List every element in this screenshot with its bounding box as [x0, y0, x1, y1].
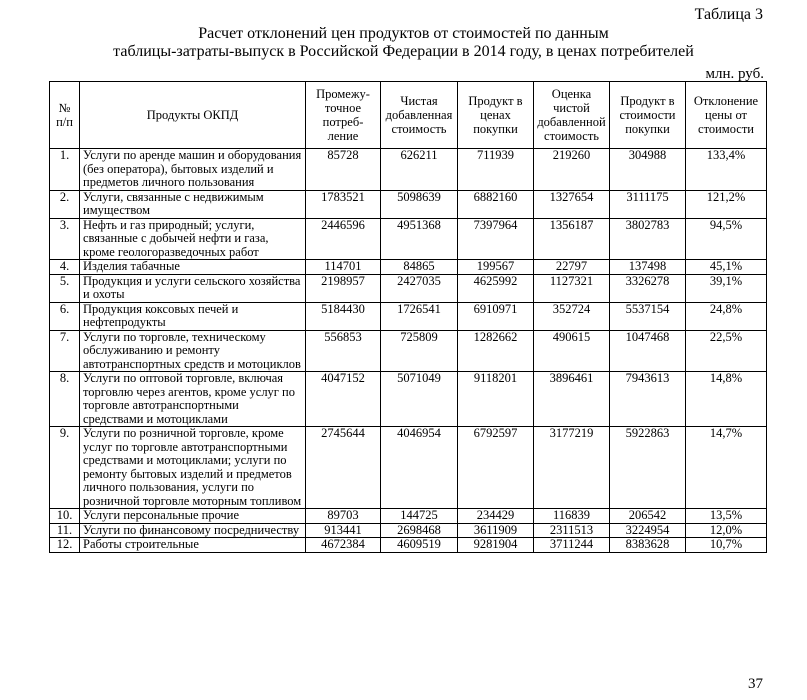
cost-price-cell: 3802783 — [610, 218, 686, 260]
purchase-price-cell: 711939 — [458, 149, 534, 191]
intermediate-consumption-cell: 556853 — [306, 330, 381, 372]
purchase-price-cell: 7397964 — [458, 218, 534, 260]
price-deviation-cell: 39,1% — [686, 274, 767, 302]
row-number-cell: 8. — [50, 372, 80, 427]
table-row — [50, 260, 767, 275]
header-deviation: Отклонение цены от стоимости — [686, 82, 767, 149]
row-number-cell: 1. — [50, 149, 80, 191]
header-row — [50, 82, 767, 149]
value-added-cell: 4951368 — [381, 218, 458, 260]
cost-price-cell: 5537154 — [610, 302, 686, 330]
product-name-cell: Продукция коксовых печей и нефтепродукты — [80, 302, 306, 330]
price-deviation-cell: 24,8% — [686, 302, 767, 330]
row-number-cell: 4. — [50, 260, 80, 275]
product-name-cell: Нефть и газ природный; услуги, связанные с добычей нефти и газа, кроме геологоразведочных работ — [80, 218, 306, 260]
cost-price-cell: 3111175 — [610, 190, 686, 218]
price-deviation-cell: 133,4% — [686, 149, 767, 191]
intermediate-consumption-cell: 114701 — [306, 260, 381, 275]
value-added-estimate-cell: 2311513 — [534, 523, 610, 538]
value-added-cell: 144725 — [381, 509, 458, 524]
table-label: Таблица 3 — [694, 6, 763, 23]
title-line-2: таблицы-затраты-выпуск в Российской Федерации в 2014 году, в ценах потребителей — [113, 43, 694, 60]
price-deviation-cell: 22,5% — [686, 330, 767, 372]
value-added-cell: 4609519 — [381, 538, 458, 553]
cost-price-cell: 5922863 — [610, 427, 686, 509]
header-intermediate: Промежу-точное потреб-ление — [306, 82, 381, 149]
purchase-price-cell: 199567 — [458, 260, 534, 275]
product-name-cell: Продукция и услуги сельского хозяйства и охоты — [80, 274, 306, 302]
price-deviation-cell: 14,8% — [686, 372, 767, 427]
intermediate-consumption-cell: 913441 — [306, 523, 381, 538]
value-added-estimate-cell: 3711244 — [534, 538, 610, 553]
table-row — [50, 274, 767, 302]
value-added-estimate-cell: 3177219 — [534, 427, 610, 509]
intermediate-consumption-cell: 4047152 — [306, 372, 381, 427]
cost-price-cell: 3224954 — [610, 523, 686, 538]
intermediate-consumption-cell: 2198957 — [306, 274, 381, 302]
product-name-cell: Услуги по торговле, техническому обслуживанию и ремонту автотранспортных средств и мотоциклов — [80, 330, 306, 372]
cost-price-cell: 3326278 — [610, 274, 686, 302]
product-name-cell: Услуги по оптовой торговле, включая торговлю через агентов, кроме услуг по торговле автотранспортными средствами и мотоциклами — [80, 372, 306, 427]
deviation-table — [49, 81, 767, 553]
row-number-cell: 9. — [50, 427, 80, 509]
value-added-estimate-cell: 3896461 — [534, 372, 610, 427]
value-added-estimate-cell: 1127321 — [534, 274, 610, 302]
table-body — [50, 149, 767, 553]
value-added-estimate-cell: 22797 — [534, 260, 610, 275]
units-label: млн. руб. — [705, 66, 764, 82]
purchase-price-cell: 6882160 — [458, 190, 534, 218]
purchase-price-cell: 234429 — [458, 509, 534, 524]
row-number-cell: 10. — [50, 509, 80, 524]
header-purchase-price: Продукт в ценах покупки — [458, 82, 534, 149]
value-added-cell: 1726541 — [381, 302, 458, 330]
purchase-price-cell: 6792597 — [458, 427, 534, 509]
purchase-price-cell: 9281904 — [458, 538, 534, 553]
price-deviation-cell: 45,1% — [686, 260, 767, 275]
cost-price-cell: 137498 — [610, 260, 686, 275]
price-deviation-cell: 14,7% — [686, 427, 767, 509]
value-added-estimate-cell: 219260 — [534, 149, 610, 191]
row-number-cell: 5. — [50, 274, 80, 302]
intermediate-consumption-cell: 85728 — [306, 149, 381, 191]
intermediate-consumption-cell: 89703 — [306, 509, 381, 524]
table-row — [50, 218, 767, 260]
intermediate-consumption-cell: 1783521 — [306, 190, 381, 218]
table-row — [50, 372, 767, 427]
value-added-cell: 626211 — [381, 149, 458, 191]
value-added-estimate-cell: 1356187 — [534, 218, 610, 260]
cost-price-cell: 304988 — [610, 149, 686, 191]
title-line-1: Расчет отклонений цен продуктов от стоимостей по данным — [198, 25, 609, 42]
price-deviation-cell: 94,5% — [686, 218, 767, 260]
product-name-cell: Услуги по розничной торговле, кроме услуг по торговле автотранспортными средствами и мотоциклами; услуги по ремонту бытовых изделий и предметов личного пользования, услуги по розничной торговле моторным топливом — [80, 427, 306, 509]
price-deviation-cell: 10,7% — [686, 538, 767, 553]
purchase-price-cell: 9118201 — [458, 372, 534, 427]
value-added-estimate-cell: 116839 — [534, 509, 610, 524]
product-name-cell: Услуги персональные прочие — [80, 509, 306, 524]
table-row — [50, 302, 767, 330]
table-row — [50, 190, 767, 218]
value-added-cell: 2698468 — [381, 523, 458, 538]
intermediate-consumption-cell: 4672384 — [306, 538, 381, 553]
table-row — [50, 538, 767, 553]
value-added-estimate-cell: 490615 — [534, 330, 610, 372]
product-name-cell: Услуги, связанные с недвижимым имуществом — [80, 190, 306, 218]
product-name-cell: Изделия табачные — [80, 260, 306, 275]
table-row — [50, 509, 767, 524]
row-number-cell: 2. — [50, 190, 80, 218]
table-title — [0, 25, 807, 61]
value-added-estimate-cell: 352724 — [534, 302, 610, 330]
cost-price-cell: 206542 — [610, 509, 686, 524]
table-row — [50, 149, 767, 191]
product-name-cell: Услуги по финансовому посредничеству — [80, 523, 306, 538]
purchase-price-cell: 4625992 — [458, 274, 534, 302]
value-added-estimate-cell: 1327654 — [534, 190, 610, 218]
price-deviation-cell: 121,2% — [686, 190, 767, 218]
header-cost-price: Продукт в стоимости покупки — [610, 82, 686, 149]
table-row — [50, 523, 767, 538]
header-value-added: Чистая добавленная стоимость — [381, 82, 458, 149]
value-added-cell: 2427035 — [381, 274, 458, 302]
row-number-cell: 3. — [50, 218, 80, 260]
table-row — [50, 330, 767, 372]
value-added-cell: 725809 — [381, 330, 458, 372]
intermediate-consumption-cell: 2745644 — [306, 427, 381, 509]
value-added-cell: 5071049 — [381, 372, 458, 427]
cost-price-cell: 1047468 — [610, 330, 686, 372]
purchase-price-cell: 3611909 — [458, 523, 534, 538]
row-number-cell: 11. — [50, 523, 80, 538]
page-number: 37 — [748, 676, 763, 692]
intermediate-consumption-cell: 5184430 — [306, 302, 381, 330]
product-name-cell: Услуги по аренде машин и оборудования (без оператора), бытовых изделий и предметов личного пользования — [80, 149, 306, 191]
row-number-cell: 7. — [50, 330, 80, 372]
table-row — [50, 427, 767, 509]
intermediate-consumption-cell: 2446596 — [306, 218, 381, 260]
header-product: Продукты ОКПД — [80, 82, 306, 149]
header-num: № п/п — [50, 82, 80, 149]
purchase-price-cell: 6910971 — [458, 302, 534, 330]
product-name-cell: Работы строительные — [80, 538, 306, 553]
value-added-cell: 5098639 — [381, 190, 458, 218]
purchase-price-cell: 1282662 — [458, 330, 534, 372]
row-number-cell: 6. — [50, 302, 80, 330]
cost-price-cell: 7943613 — [610, 372, 686, 427]
price-deviation-cell: 12,0% — [686, 523, 767, 538]
value-added-cell: 84865 — [381, 260, 458, 275]
cost-price-cell: 8383628 — [610, 538, 686, 553]
price-deviation-cell: 13,5% — [686, 509, 767, 524]
value-added-cell: 4046954 — [381, 427, 458, 509]
row-number-cell: 12. — [50, 538, 80, 553]
header-value-added-estimate: Оценка чистой добавленной стоимость — [534, 82, 610, 149]
